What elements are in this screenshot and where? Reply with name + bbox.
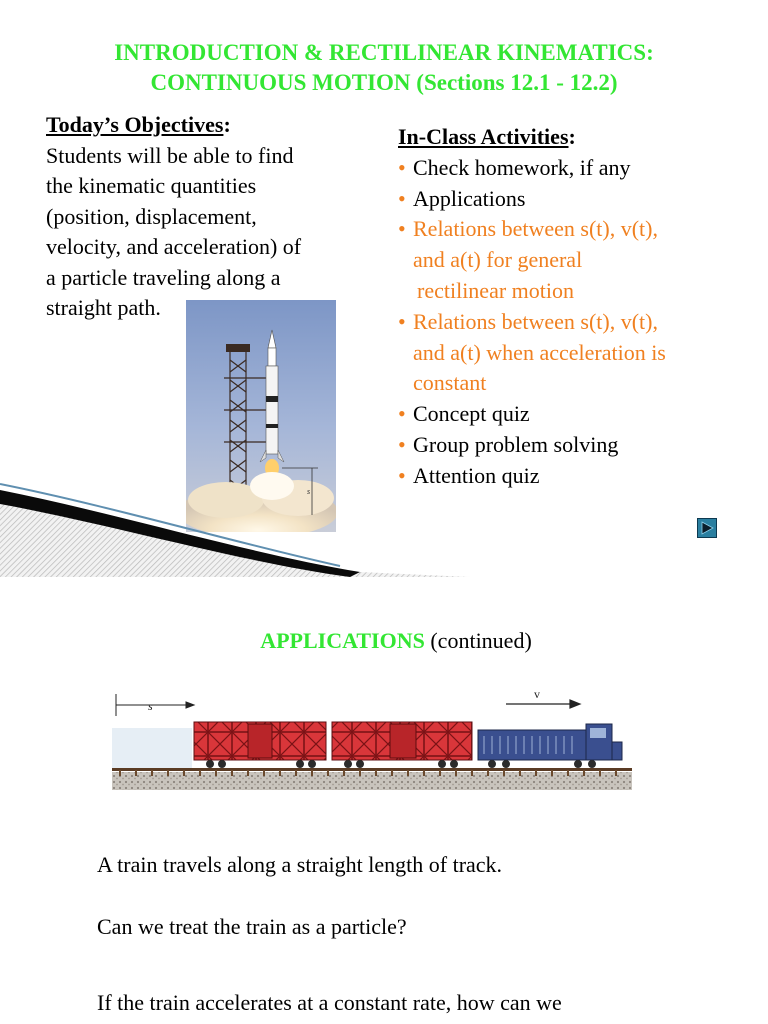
objectives-line: the kinematic quantities [46, 173, 257, 198]
activities-colon: : [568, 124, 576, 149]
list-item [398, 430, 738, 461]
objectives-line: Students will be able to find [46, 142, 294, 168]
list-item-text: rectilinear motion [417, 277, 574, 303]
list-item-text: constant [413, 370, 487, 396]
question-text: If the train accelerates at a constant rate, how can we [97, 990, 562, 1015]
list-item [398, 184, 738, 215]
bullet-icon: • [398, 216, 406, 242]
title-line-2: CONTINUOUS MOTION (Sections 12.1 - 12.2) [150, 70, 618, 95]
activities-list [398, 153, 738, 492]
train-diagram [112, 684, 632, 796]
objectives-line: a particle traveling along a [46, 264, 281, 290]
list-item-text: Applications [413, 185, 526, 211]
list-item-text: Concept quiz [413, 401, 530, 427]
slide-separator [0, 577, 768, 596]
applications-title-rest: (continued) [424, 628, 532, 653]
objectives-line: straight path. [46, 295, 161, 320]
slide-title [0, 38, 768, 98]
list-item-highlight [398, 214, 738, 306]
list-item-text: and a(t) for general [413, 247, 583, 273]
list-item-text: Attention quiz [413, 462, 540, 488]
objectives-heading: Today’s Objectives [46, 112, 224, 137]
bullet-icon: • [398, 185, 406, 211]
list-item [398, 153, 738, 184]
title-line-1: INTRODUCTION & RECTILINEAR KINEMATICS: [114, 40, 654, 65]
bullet-icon: • [398, 401, 406, 427]
list-item-text: Check homework, if any [413, 154, 631, 180]
s-label: s [148, 699, 153, 713]
activities-heading: In-Class Activities [398, 124, 569, 149]
list-item-text: Relations between s(t), v(t), [413, 308, 658, 334]
v-label: v [534, 687, 540, 701]
applications-title-green: APPLICATIONS [260, 628, 425, 653]
list-item-text: Relations between s(t), v(t), [413, 216, 658, 242]
objectives-colon: : [223, 112, 231, 137]
bullet-icon: • [398, 431, 406, 457]
applications-title [0, 626, 768, 656]
objectives-line: velocity, and acceleration) of [46, 234, 302, 259]
list-item-text: and a(t) when acceleration is [413, 339, 666, 365]
rocket-s-label: s [307, 487, 311, 496]
bullet-icon: • [398, 462, 406, 488]
objectives-line: (position, displacement, [46, 203, 257, 229]
list-item-text: Group problem solving [413, 431, 619, 457]
question-text: Can we treat the train as a particle? [97, 914, 407, 939]
objectives-block [46, 110, 366, 324]
question-text: A train travels along a straight length of track. [97, 852, 503, 877]
activities-block [398, 122, 738, 492]
list-item-highlight [398, 307, 738, 399]
bullet-icon: • [398, 308, 406, 334]
bullet-icon: • [398, 154, 406, 180]
decorative-swoosh [0, 480, 470, 577]
list-item [398, 399, 738, 430]
slide-2 [0, 596, 768, 1024]
next-slide-button[interactable] [697, 518, 717, 538]
